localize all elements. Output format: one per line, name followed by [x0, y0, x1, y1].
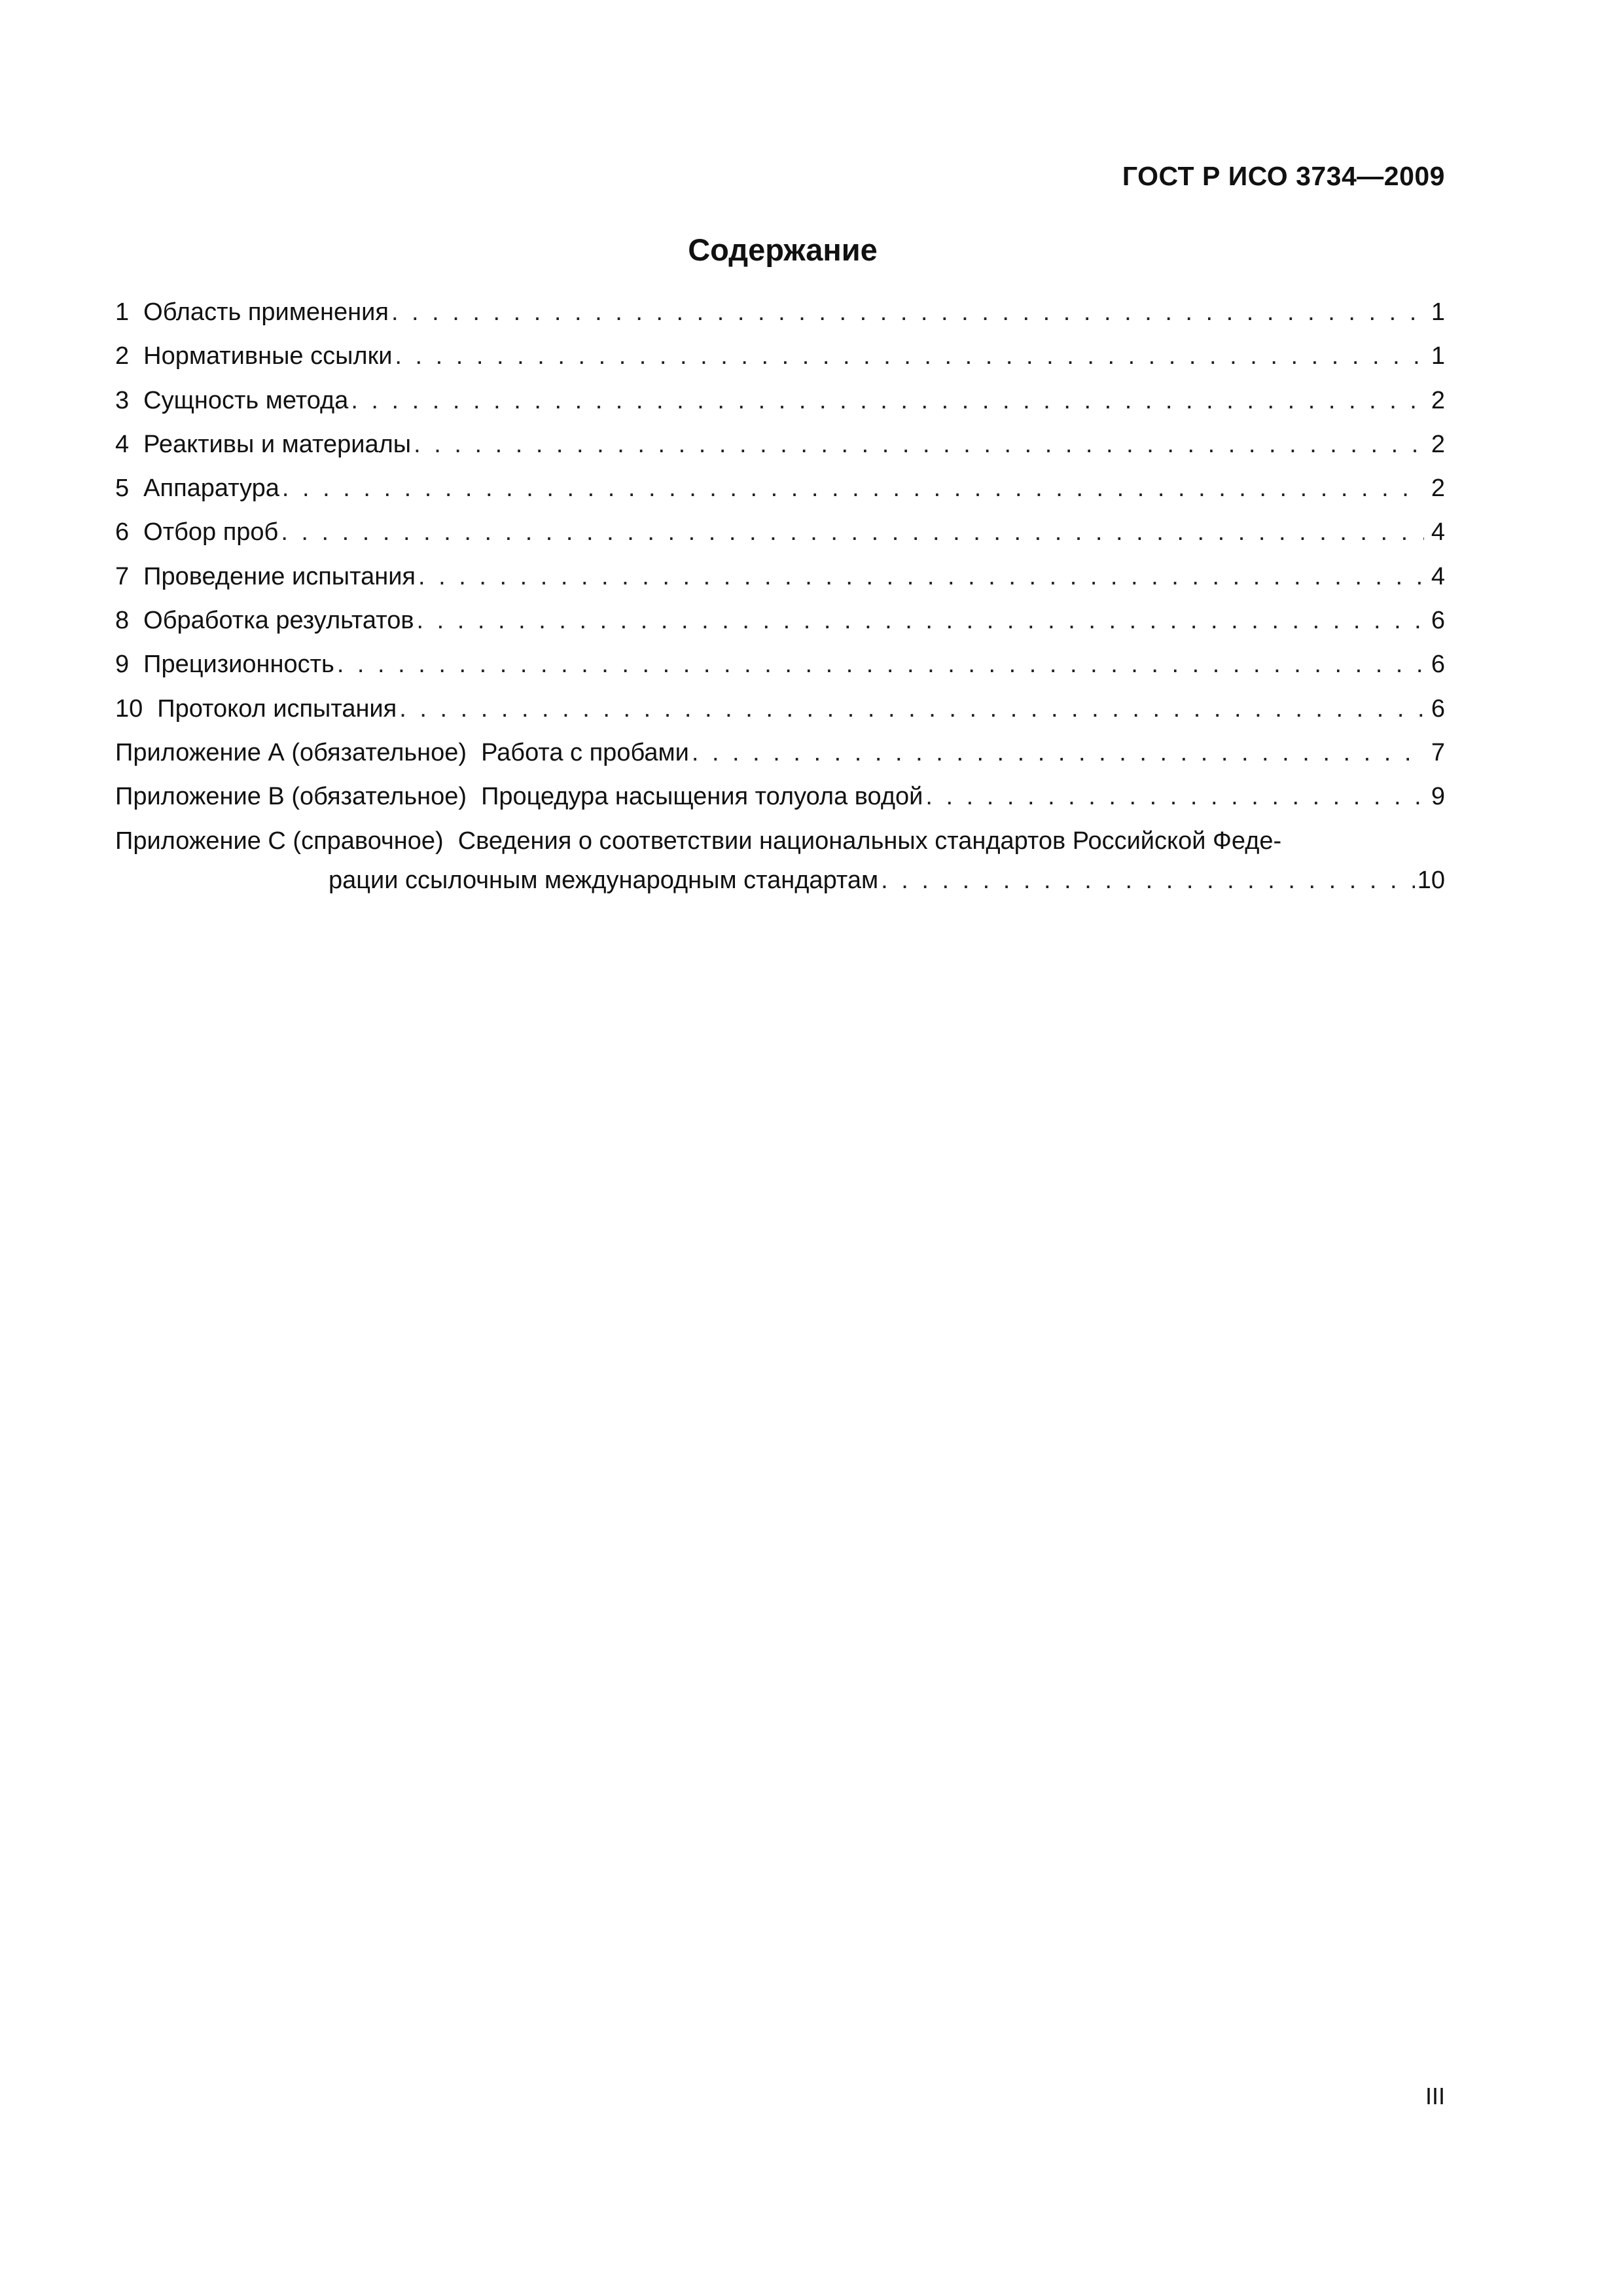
toc-title: Содержание: [688, 232, 878, 267]
toc-annex-title: Процедура насыщения толуола водой: [481, 783, 923, 811]
toc-item-title: Область применения: [143, 298, 389, 326]
dot-leader: [282, 476, 1424, 501]
toc-item-apparatus[interactable]: [115, 476, 1445, 520]
toc-item-number: 7: [115, 562, 130, 590]
toc-item-title: Прецизионность: [143, 651, 334, 679]
dot-leader: [281, 520, 1424, 545]
toc-item-precision[interactable]: [115, 652, 1445, 696]
toc-annex-c[interactable]: [115, 829, 1445, 868]
toc-annex-page: 9: [1431, 783, 1445, 811]
dot-leader: [391, 300, 1424, 325]
toc-item-title: Отбор проб: [143, 518, 279, 547]
toc-annex-page: 10: [1417, 866, 1445, 894]
toc-annex-a[interactable]: [115, 740, 1445, 784]
toc-annex-heading: Приложение А (обязательное): [115, 738, 467, 766]
toc-item-number: 8: [115, 607, 130, 635]
toc-item-number: 4: [115, 430, 130, 458]
toc-annex-page: 7: [1431, 738, 1445, 766]
toc-item-number: 3: [115, 386, 130, 414]
toc-item-scope[interactable]: [115, 300, 1445, 344]
toc-item-test-report[interactable]: [115, 696, 1445, 740]
toc-item-number: 1: [115, 298, 130, 326]
page-number: III: [1425, 2083, 1445, 2109]
toc-annex-title: Работа с пробами: [481, 738, 689, 766]
toc-item-number: 2: [115, 342, 130, 370]
dot-leader: [417, 608, 1424, 633]
toc-item-title: Аппаратура: [143, 475, 279, 503]
dot-leader: [351, 388, 1424, 413]
dot-leader: [399, 696, 1424, 721]
toc-item-normative-references[interactable]: [115, 344, 1445, 387]
toc-annex-title-continuation: рации ссылочным международным стандартам: [329, 866, 879, 894]
toc-item-number: 6: [115, 518, 130, 547]
toc-annex-heading: Приложение С (справочное): [115, 827, 444, 855]
dot-leader: [337, 652, 1424, 677]
toc-annex-b[interactable]: [115, 784, 1445, 828]
toc-item-title: Обработка результатов: [143, 607, 414, 635]
table-of-contents: [115, 300, 1445, 912]
toc-item-page: 2: [1431, 475, 1445, 503]
toc-item-procedure[interactable]: [115, 564, 1445, 608]
document-code: ГОСТ Р ИСО 3734—2009: [1122, 161, 1445, 191]
toc-item-page: 1: [1431, 342, 1445, 370]
toc-annex-heading: Приложение В (обязательное): [115, 783, 467, 811]
dot-leader: [414, 432, 1424, 457]
dot-leader: [692, 740, 1424, 765]
toc-item-page: 4: [1431, 518, 1445, 547]
toc-item-title: Нормативные ссылки: [143, 342, 393, 370]
toc-annex-c-continuation[interactable]: [115, 868, 1445, 912]
dot-leader: [881, 868, 1415, 893]
toc-item-title: Протокол испытания: [157, 694, 397, 723]
toc-item-title: Сущность метода: [143, 386, 349, 414]
toc-item-number: 5: [115, 475, 130, 503]
toc-item-page: 2: [1431, 386, 1445, 414]
toc-item-reagents[interactable]: [115, 432, 1445, 476]
toc-item-results[interactable]: [115, 608, 1445, 652]
dot-leader: [395, 344, 1424, 368]
dot-leader: [925, 784, 1424, 809]
toc-item-title: Реактивы и материалы: [143, 430, 412, 458]
toc-item-title: Проведение испытания: [143, 562, 416, 590]
toc-item-page: 4: [1431, 562, 1445, 590]
toc-annex-title: Сведения о соответствии национальных стандартов Российской Феде-: [457, 827, 1282, 855]
toc-item-principle[interactable]: [115, 388, 1445, 432]
toc-item-page: 6: [1431, 651, 1445, 679]
toc-item-page: 2: [1431, 430, 1445, 458]
toc-item-sampling[interactable]: [115, 520, 1445, 564]
toc-item-page: 6: [1431, 694, 1445, 723]
dot-leader: [418, 564, 1424, 589]
toc-item-number: 10: [115, 694, 143, 723]
toc-item-number: 9: [115, 651, 130, 679]
toc-item-page: 6: [1431, 607, 1445, 635]
toc-item-page: 1: [1431, 298, 1445, 326]
